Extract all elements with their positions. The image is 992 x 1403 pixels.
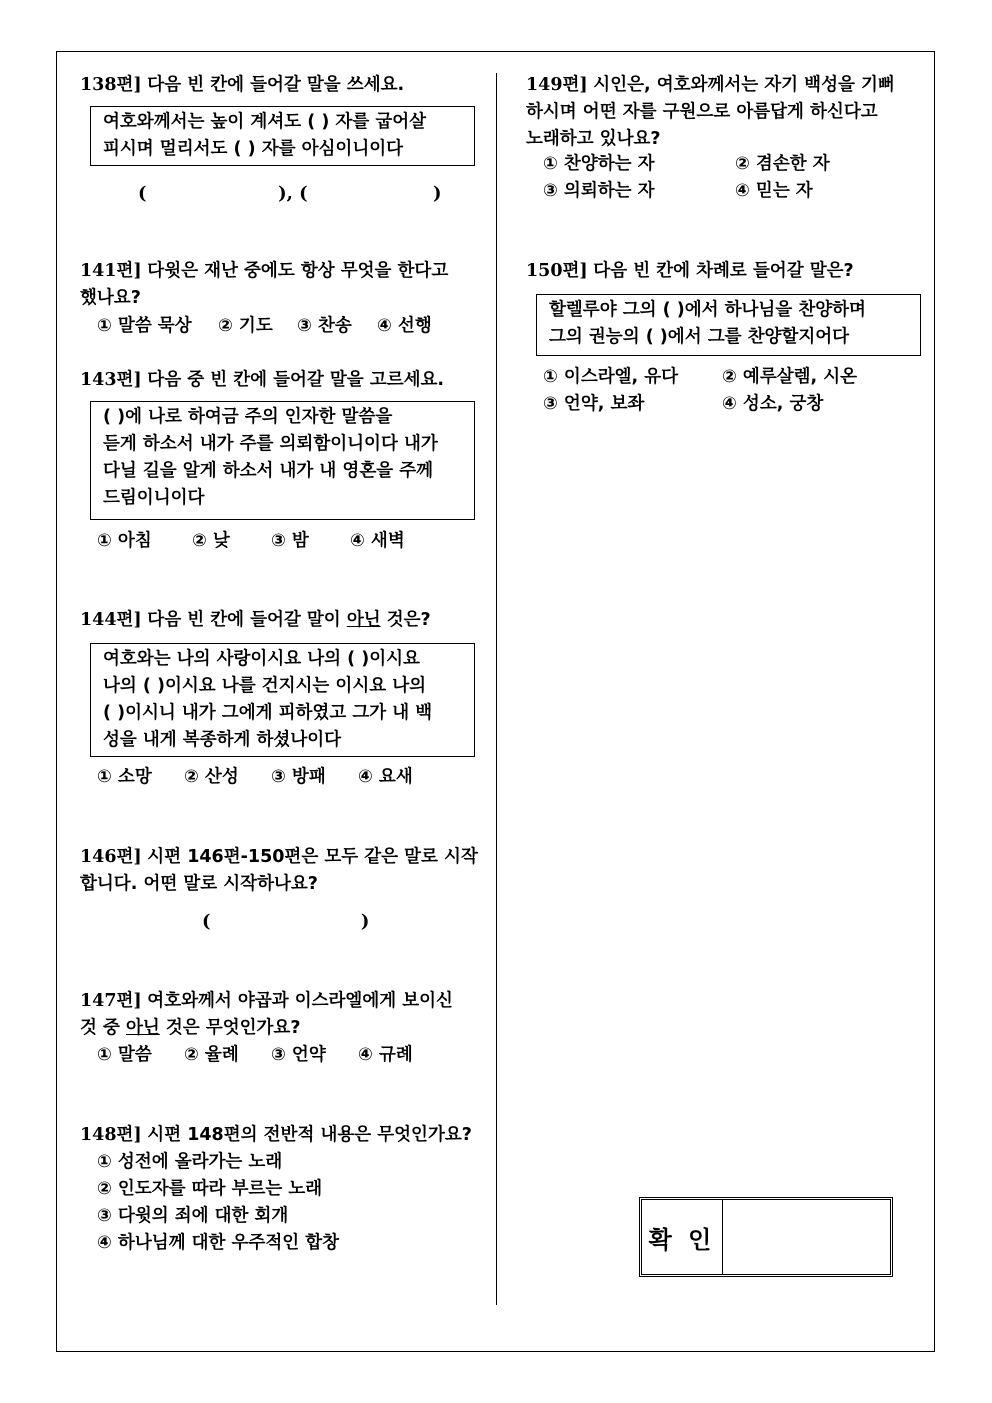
question-144 (80, 607, 431, 634)
box-line: 성을 내게 복종하게 하셨나이다 (103, 730, 342, 750)
question-149 (526, 72, 895, 153)
question-text: 것은? (380, 610, 431, 630)
question-number: 143편] (80, 370, 142, 390)
box-line: 드림이니이다 (103, 488, 205, 508)
question-141 (80, 258, 448, 312)
question-text: 것은 무엇인가요? (159, 1018, 301, 1038)
confirm-box (639, 1197, 893, 1277)
question-150 (526, 258, 854, 285)
box-line: 다닐 길을 알게 하소서 내가 내 영혼을 주께 (103, 461, 434, 481)
option[interactable]: ① 찬양하는 자 (543, 154, 655, 174)
answer-blank[interactable]: ( ), ( ) (138, 183, 442, 204)
option[interactable]: ① 소망 (97, 767, 152, 787)
option[interactable]: ② 낮 (192, 531, 230, 551)
option[interactable]: ② 겸손한 자 (735, 154, 830, 174)
box-line: 피시며 멀리서도 ( ) 자를 아심이니이다 (103, 139, 404, 159)
box-line: 그의 권능의 ( )에서 그를 찬양할지어다 (549, 327, 850, 347)
question-number: 149편] (526, 75, 588, 95)
box-line: 듣게 하소서 내가 주를 의뢰함이니이다 내가 (103, 434, 438, 454)
box-line: ( )이시니 내가 그에게 피하였고 그가 내 백 (103, 703, 433, 723)
option[interactable]: ③ 언약, 보좌 (543, 394, 645, 414)
question-text: 것 중 (80, 1018, 126, 1038)
question-number: 146편] (80, 847, 142, 867)
question-number: 150편] (526, 261, 588, 281)
question-number: 141편] (80, 261, 142, 281)
option[interactable]: ④ 요새 (358, 767, 413, 787)
question-text: 다음 빈 칸에 들어갈 말이 (147, 610, 347, 630)
question-text: 다음 빈 칸에 차례로 들어갈 말은? (593, 261, 854, 281)
option[interactable]: ② 산성 (184, 767, 239, 787)
option[interactable]: ③ 밤 (271, 531, 309, 551)
question-text-emphasis: 아닌 (126, 1018, 160, 1038)
question-number: 138편] (80, 75, 142, 95)
option[interactable]: ② 예루살렘, 시온 (722, 367, 858, 387)
option[interactable]: ④ 규례 (358, 1045, 413, 1065)
question-148-options (97, 1149, 339, 1257)
question-text: 했나요? (80, 288, 141, 308)
option[interactable]: ③ 의뢰하는 자 (543, 181, 655, 201)
confirm-signature-field[interactable] (723, 1200, 890, 1274)
option[interactable]: ④ 믿는 자 (735, 181, 813, 201)
question-text: 하시며 어떤 자를 구원으로 아름답게 하신다고 (526, 102, 878, 122)
option[interactable]: ② 율례 (184, 1045, 239, 1065)
question-138 (80, 72, 404, 99)
option[interactable]: ④ 하나님께 대한 우주적인 합창 (97, 1233, 340, 1253)
option[interactable]: ④ 성소, 궁창 (722, 394, 824, 414)
question-148 (80, 1122, 472, 1149)
question-150-box (536, 294, 921, 356)
option[interactable]: ② 기도 (218, 316, 273, 336)
column-divider (496, 73, 497, 1305)
option[interactable]: ④ 선행 (377, 316, 432, 336)
box-line: 나의 ( )이시요 나를 건지시는 이시요 나의 (103, 676, 427, 696)
question-147 (80, 988, 453, 1042)
option[interactable]: ① 이스라엘, 유다 (543, 367, 679, 387)
option[interactable]: ② 인도자를 따라 부르는 노래 (97, 1179, 323, 1199)
question-number: 148편] (80, 1125, 142, 1145)
option[interactable]: ① 성전에 올라가는 노래 (97, 1152, 283, 1172)
confirm-label: 확 인 (642, 1200, 723, 1274)
question-text: 합니다. 어떤 말로 시작하나요? (80, 874, 318, 894)
question-text: 시인은, 여호와께서는 자기 백성을 기뻐 (593, 75, 895, 95)
option[interactable]: ④ 새벽 (350, 531, 405, 551)
question-text: 다윗은 재난 중에도 항상 무엇을 한다고 (147, 261, 449, 281)
option[interactable]: ③ 찬송 (297, 316, 352, 336)
question-text: 다음 빈 칸에 들어갈 말을 쓰세요. (147, 75, 405, 95)
question-138-box (90, 106, 475, 166)
question-text: 노래하고 있나요? (526, 129, 661, 149)
question-text-emphasis: 아닌 (346, 610, 381, 630)
question-144-box (90, 643, 475, 757)
question-text: 다음 중 빈 칸에 들어갈 말을 고르세요. (147, 370, 445, 390)
option[interactable]: ③ 다윗의 죄에 대한 회개 (97, 1206, 289, 1226)
question-number: 144편] (80, 610, 142, 630)
answer-blank[interactable]: ( ) (202, 911, 370, 932)
question-143-box (90, 401, 475, 520)
box-line: ( )에 나로 하여금 주의 인자한 말씀을 (103, 407, 393, 427)
question-146 (80, 844, 478, 898)
option[interactable]: ① 말씀 묵상 (97, 316, 192, 336)
question-143 (80, 367, 444, 394)
box-line: 여호와는 나의 사랑이시요 나의 ( )이시요 (103, 649, 420, 669)
box-line: 여호와께서는 높이 계셔도 ( ) 자를 굽어살 (103, 112, 427, 132)
question-text: 시편 146편-150편은 모두 같은 말로 시작 (147, 847, 478, 867)
option[interactable]: ③ 언약 (271, 1045, 326, 1065)
question-text: 시편 148편의 전반적 내용은 무엇인가요? (147, 1125, 472, 1145)
option[interactable]: ③ 방패 (271, 767, 326, 787)
option[interactable]: ① 말씀 (97, 1045, 152, 1065)
question-text: 여호와께서 야곱과 이스라엘에게 보이신 (147, 991, 453, 1011)
box-line: 할렐루야 그의 ( )에서 하나님을 찬양하며 (549, 300, 866, 320)
question-number: 147편] (80, 991, 142, 1011)
option[interactable]: ① 아침 (97, 531, 152, 551)
